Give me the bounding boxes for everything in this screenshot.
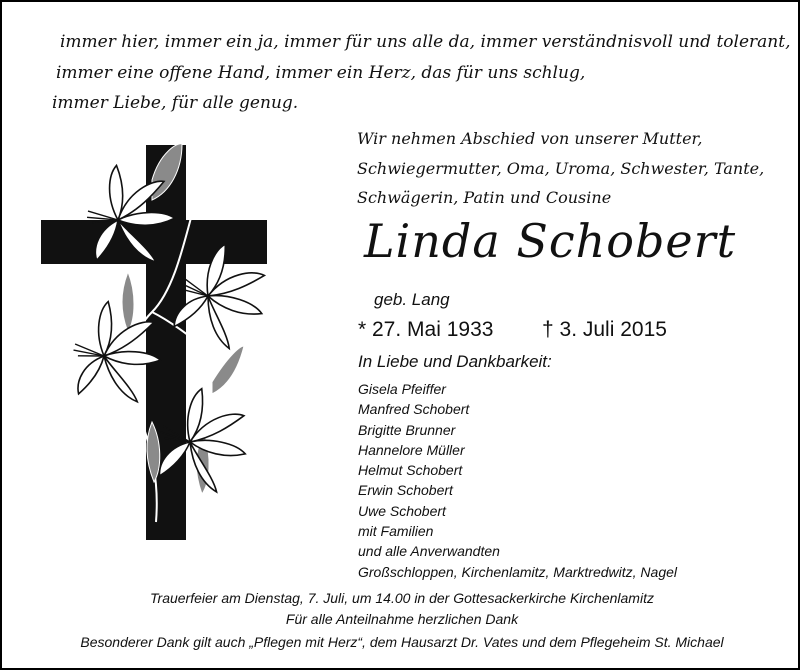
mourners-heading: In Liebe und Dankbarkeit: bbox=[358, 352, 552, 371]
deceased-name: Linda Schobert bbox=[364, 214, 737, 268]
mourner-name: Uwe Schobert bbox=[358, 502, 446, 519]
mourner-name: Hannelore Müller bbox=[358, 441, 465, 458]
mourner-places: Großschloppen, Kirchenlamitz, Marktredwitz, Nagel bbox=[358, 563, 678, 580]
intro-line-2: Schwiegermutter, Oma, Uroma, Schwester, Tante, bbox=[357, 159, 765, 178]
cross-with-lilies-icon bbox=[32, 142, 272, 547]
thanks-line: Für alle Anteilnahme herzlichen Dank bbox=[285, 611, 519, 627]
mourner-name: Brigitte Brunner bbox=[358, 421, 456, 438]
mourner-name: und alle Anverwandten bbox=[358, 543, 500, 560]
mourners-list bbox=[358, 379, 677, 582]
poem-line-2: immer eine offene Hand, immer ein Herz, das für uns schlug, bbox=[56, 63, 586, 83]
mourner-name: Helmut Schobert bbox=[358, 462, 463, 479]
birth-date: * 27. Mai 1933 bbox=[358, 318, 494, 341]
funeral-info: Trauerfeier am Dienstag, 7. Juli, um 14.00 in der Gottesackerkirche Kirchenlamitz bbox=[150, 590, 654, 606]
special-thanks: Besonderer Dank gilt auch „Pflegen mit Herz“, dem Hausarzt Dr. Vates und dem Pflegeheim St. Michael bbox=[80, 634, 724, 650]
death-date: † 3. Juli 2015 bbox=[542, 318, 667, 341]
intro-line-1: Wir nehmen Abschied von unserer Mutter, bbox=[357, 129, 703, 148]
mourner-name: mit Familien bbox=[358, 523, 434, 540]
mourner-name: Manfred Schobert bbox=[358, 401, 470, 418]
poem-line-3: immer Liebe, für alle genug. bbox=[52, 93, 299, 113]
poem-line-1: immer hier, immer ein ja, immer für uns alle da, immer verständnisvoll und tolerant, bbox=[60, 32, 791, 52]
mourner-name: Gisela Pfeiffer bbox=[358, 381, 446, 397]
intro-line-3: Schwägerin, Patin und Cousine bbox=[357, 188, 612, 207]
mourner-name: Erwin Schobert bbox=[358, 482, 453, 499]
maiden-name: geb. Lang bbox=[374, 290, 450, 309]
